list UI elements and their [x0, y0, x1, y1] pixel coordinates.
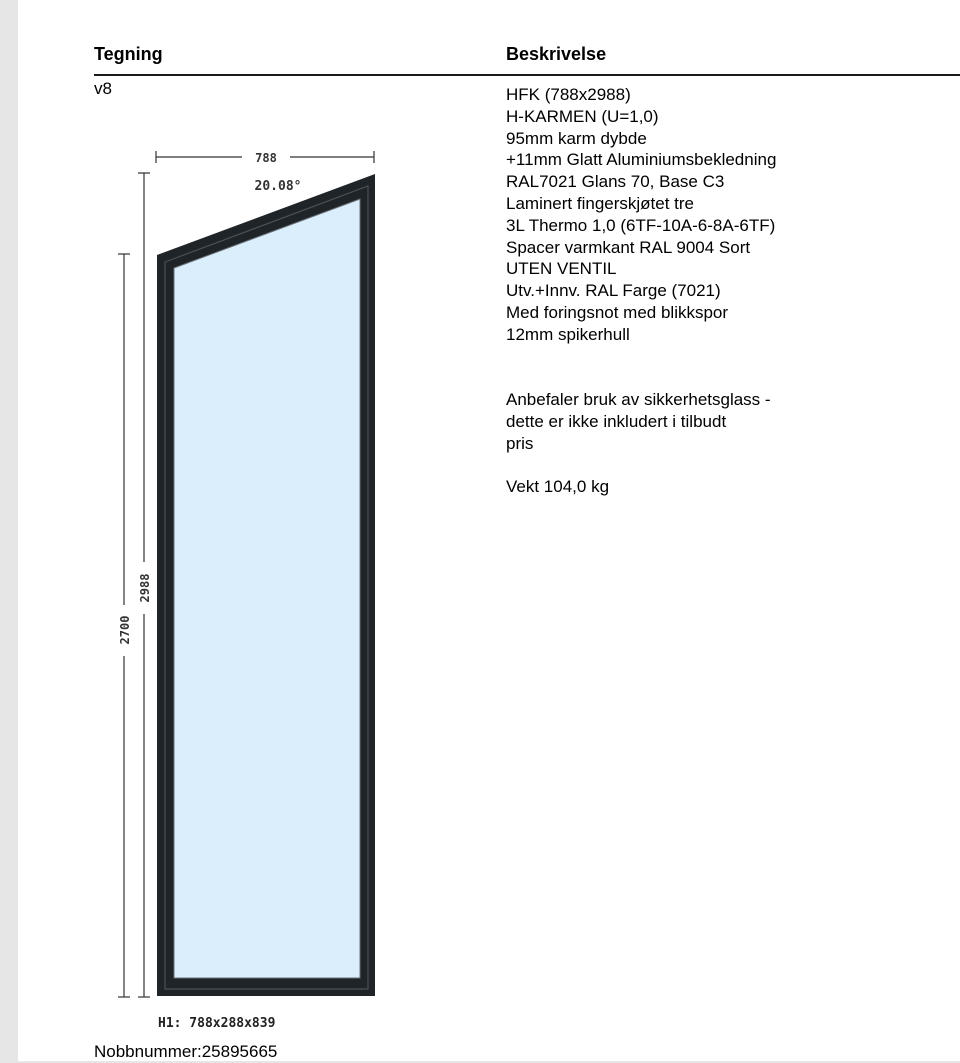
description-line: +11mm Glatt Aluminiumsbekledning — [506, 150, 777, 170]
description-line: Med foringsnot med blikkspor — [506, 302, 729, 322]
angle-label: 20.08° — [254, 179, 302, 194]
description-line: 95mm karm dybde — [506, 128, 647, 148]
height-inner-dimension — [118, 254, 132, 997]
drawing-caption: H1: 788x288x839 — [158, 1016, 276, 1031]
height-outer-label: 2988 — [138, 573, 152, 603]
description-line: H-KARMEN (U=1,0) — [506, 106, 659, 126]
description-block — [506, 84, 776, 498]
description-line: RAL7021 Glans 70, Base C3 — [506, 172, 725, 192]
description-line: UTEN VENTIL — [506, 259, 617, 279]
nobb-number: Nobbnummer:25895665 — [94, 1042, 278, 1061]
note-line: pris — [506, 433, 534, 453]
weight-line: Vekt 104,0 kg — [506, 477, 610, 497]
description-line: HFK (788x2988) — [506, 85, 631, 104]
description-line: 12mm spikerhull — [506, 324, 630, 344]
height-outer-dimension — [138, 173, 152, 997]
document-page — [18, 0, 960, 1061]
height-inner-label: 2700 — [118, 615, 132, 645]
note-line: dette er ikke inkludert i tilbudt — [506, 411, 727, 431]
description-line: Spacer varmkant RAL 9004 Sort — [506, 237, 751, 257]
header-drawing: Tegning — [94, 44, 163, 64]
description-line: Laminert fingerskjøtet tre — [506, 193, 695, 213]
header-description: Beskrivelse — [506, 44, 607, 64]
description-line: Utv.+Innv. RAL Farge (7021) — [506, 281, 721, 301]
width-label: 788 — [255, 151, 277, 165]
window-glass — [174, 199, 360, 978]
width-dimension — [156, 151, 374, 165]
window-drawing — [18, 0, 960, 1061]
item-label: v8 — [94, 79, 112, 98]
note-line: Anbefaler bruk av sikkerhetsglass - — [506, 390, 771, 410]
description-line: 3L Thermo 1,0 (6TF-10A-6-8A-6TF) — [506, 215, 776, 235]
